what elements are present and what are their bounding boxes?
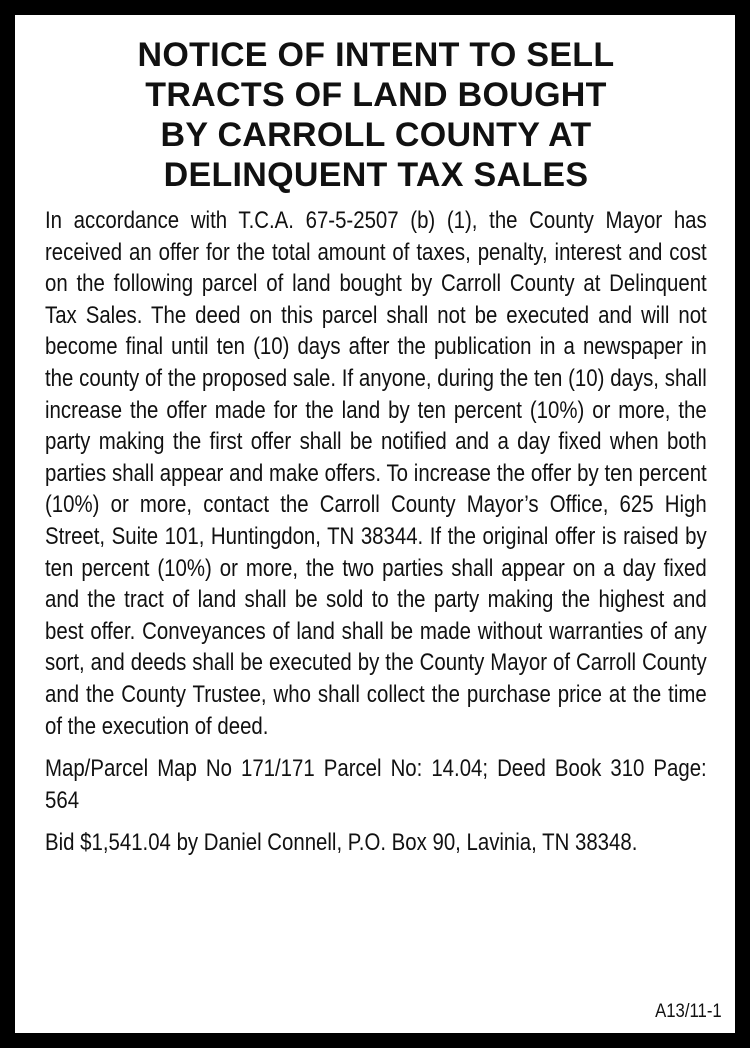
- title-line-1: NOTICE OF INTENT TO SELL: [137, 36, 615, 74]
- parcel-info: Map/Parcel Map No 171/171 Parcel No: 14.04; Deed Book 310 Page: 564: [45, 755, 707, 814]
- notice-body: [45, 205, 707, 859]
- notice-title: [45, 35, 707, 195]
- title-line-3: BY CARROLL COUNTY AT: [160, 116, 592, 154]
- title-line-4: DELINQUENT TAX SALES: [163, 156, 589, 194]
- notice-body-paragraph: In accordance with T.C.A. 67-5-2507 (b) (1), the County Mayor has received an offer for the total amount of taxes, penalty, interest and cost on the following parcel of land bought by Carroll County at Delinquent Tax Sales. The deed on this parcel shall not be executed and will not become final until ten (10) days after the publication in a newspaper in the county of the proposed sale. If anyone, during the ten (10) days, shall increase the offer made for the land by ten percent (10%) or more, the party making the first offer shall be notified and a day fixed when both parties shall appear and make offers. To increase the offer by ten percent (10%) or more, contact the Carroll County Mayor’s Office, 625 High Street, Suite 101, Huntingdon, TN 38344. If the original offer is raised by ten percent (10%) or more, the two parties shall appear on a day fixed and the tract of land shall be sold to the party making the highest and best offer. Conveyances of land shall be made without warranties of any sort, and deeds shall be executed by the County Mayor of Carroll County and the County Trustee, who shall collect the purchase price at the time of the execution of deed.: [45, 207, 707, 740]
- bid-info: Bid $1,541.04 by Daniel Connell, P.O. Box 90, Lavinia, TN 38348.: [45, 829, 638, 857]
- title-line-2: TRACTS OF LAND BOUGHT: [145, 76, 607, 114]
- reference-code: A13/11-1: [655, 1001, 722, 1022]
